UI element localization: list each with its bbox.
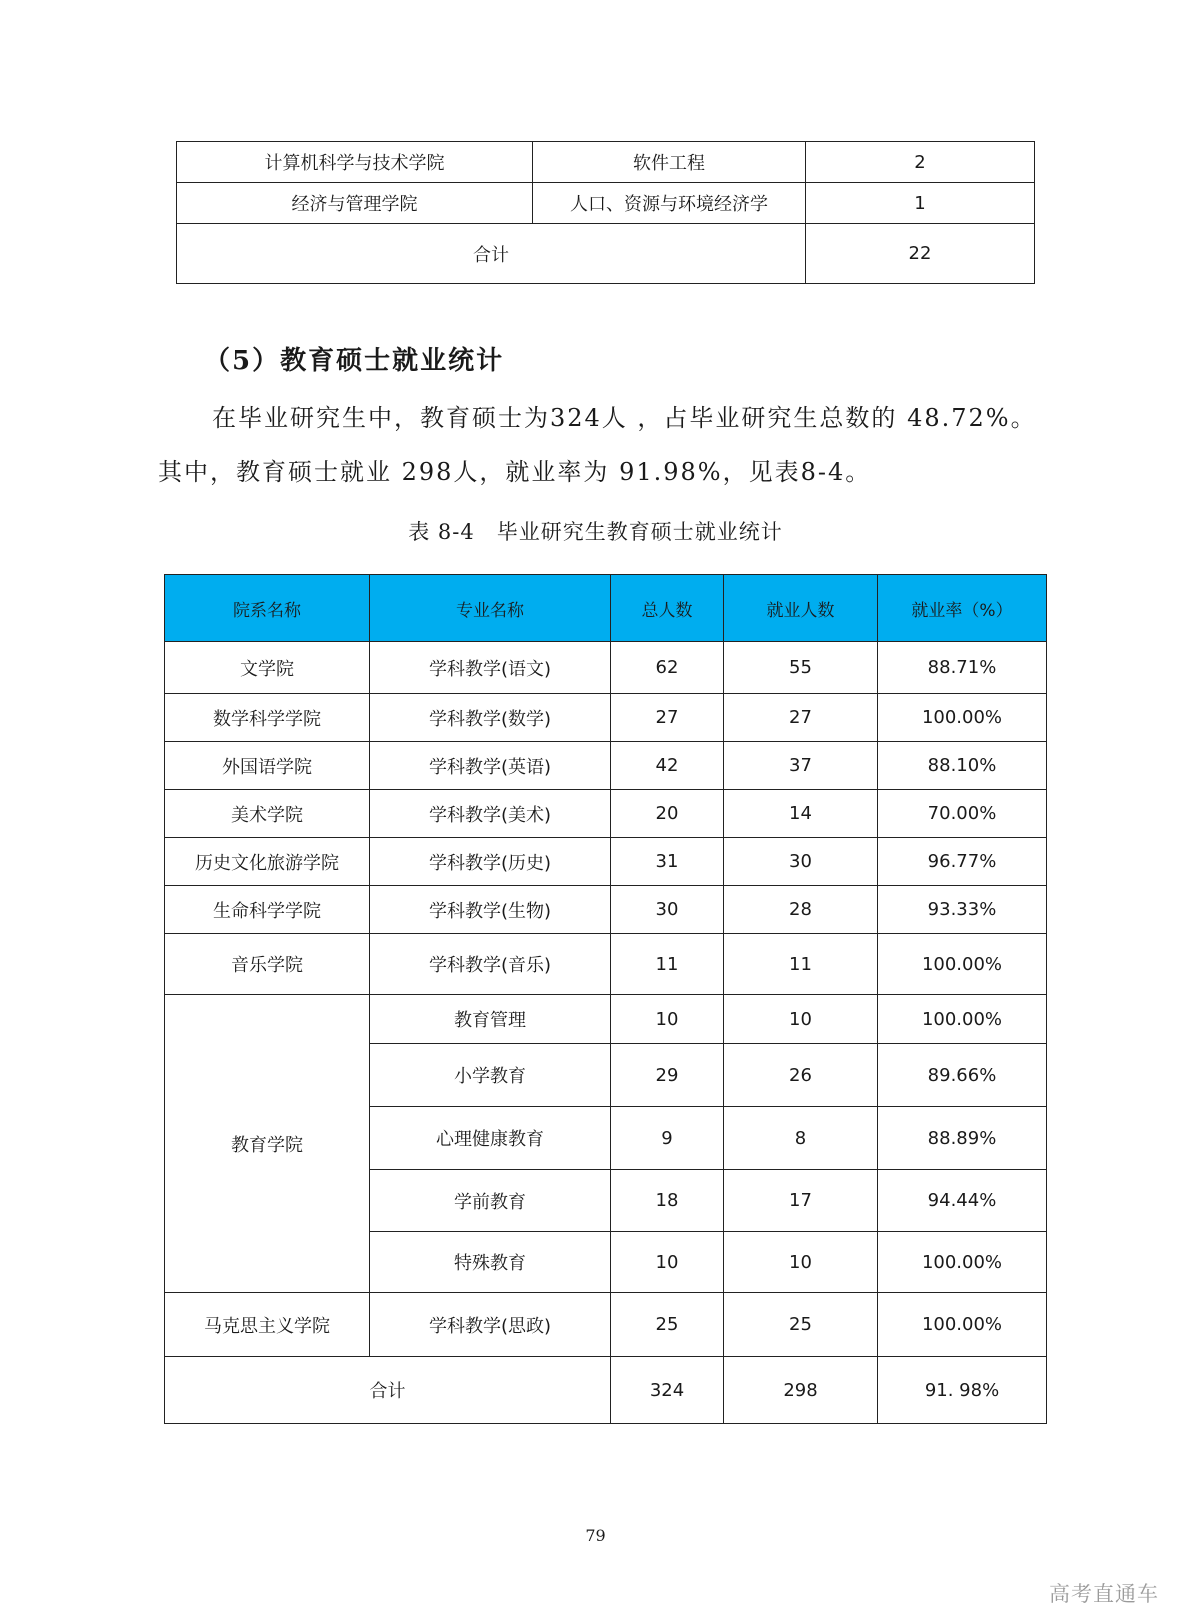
rate-cell: 93.33% bbox=[878, 886, 1047, 934]
employed-cell: 25 bbox=[724, 1293, 878, 1357]
section-title: （5）教育硕士就业统计 bbox=[204, 346, 505, 376]
rate-cell: 91. 98% bbox=[878, 1357, 1047, 1424]
education-college-cell: 教育学院 bbox=[165, 995, 370, 1293]
table-row bbox=[165, 838, 1047, 886]
employed-cell: 14 bbox=[724, 790, 878, 838]
employed-cell: 17 bbox=[724, 1170, 878, 1232]
major-cell: 学科教学(语文) bbox=[370, 642, 611, 694]
total-cell: 10 bbox=[611, 1232, 724, 1293]
major-cell: 学科教学(生物) bbox=[370, 886, 611, 934]
rate-cell: 100.00% bbox=[878, 995, 1047, 1044]
total-cell: 11 bbox=[611, 934, 724, 995]
watermark: 高考直通车 bbox=[1049, 1582, 1159, 1606]
college-cell: 马克思主义学院 bbox=[165, 1293, 370, 1357]
rate-cell: 100.00% bbox=[878, 1232, 1047, 1293]
table-caption: 表 8-4 毕业研究生教育硕士就业统计 bbox=[408, 520, 783, 544]
major-cell: 学前教育 bbox=[370, 1170, 611, 1232]
total-cell: 30 bbox=[611, 886, 724, 934]
count-cell: 1 bbox=[806, 183, 1035, 224]
employment-table bbox=[164, 574, 1047, 1424]
paragraph-line-1: 在毕业研究生中，教育硕士为324人 ，占毕业研究生总数的 48.72%。 bbox=[212, 404, 1037, 432]
employed-cell: 26 bbox=[724, 1044, 878, 1107]
table-row bbox=[165, 694, 1047, 742]
total-cell: 20 bbox=[611, 790, 724, 838]
employed-cell: 27 bbox=[724, 694, 878, 742]
total-cell: 324 bbox=[611, 1357, 724, 1424]
rate-cell: 89.66% bbox=[878, 1044, 1047, 1107]
employed-cell: 30 bbox=[724, 838, 878, 886]
college-cell: 计算机科学与技术学院 bbox=[177, 142, 533, 183]
total-cell: 25 bbox=[611, 1293, 724, 1357]
college-cell: 经济与管理学院 bbox=[177, 183, 533, 224]
rate-cell: 100.00% bbox=[878, 694, 1047, 742]
employed-cell: 8 bbox=[724, 1107, 878, 1170]
major-cell: 软件工程 bbox=[533, 142, 806, 183]
major-cell: 学科教学(历史) bbox=[370, 838, 611, 886]
table-row bbox=[165, 790, 1047, 838]
employed-cell: 10 bbox=[724, 995, 878, 1044]
college-cell: 生命科学学院 bbox=[165, 886, 370, 934]
rate-cell: 88.71% bbox=[878, 642, 1047, 694]
total-cell: 62 bbox=[611, 642, 724, 694]
page-number: 79 bbox=[585, 1526, 606, 1545]
total-label: 合计 bbox=[177, 224, 806, 284]
major-cell: 学科教学(数学) bbox=[370, 694, 611, 742]
count-cell: 2 bbox=[806, 142, 1035, 183]
rate-cell: 70.00% bbox=[878, 790, 1047, 838]
rate-cell: 96.77% bbox=[878, 838, 1047, 886]
table-row bbox=[177, 183, 1035, 224]
major-cell: 学科教学(英语) bbox=[370, 742, 611, 790]
employed-cell: 298 bbox=[724, 1357, 878, 1424]
table-row bbox=[165, 934, 1047, 995]
college-cell: 数学科学学院 bbox=[165, 694, 370, 742]
total-label: 合计 bbox=[165, 1357, 611, 1424]
total-cell: 29 bbox=[611, 1044, 724, 1107]
major-cell: 小学教育 bbox=[370, 1044, 611, 1107]
table-row bbox=[177, 142, 1035, 183]
major-cell: 学科教学(思政) bbox=[370, 1293, 611, 1357]
header-college: 院系名称 bbox=[165, 575, 370, 642]
employed-cell: 10 bbox=[724, 1232, 878, 1293]
rate-cell: 94.44% bbox=[878, 1170, 1047, 1232]
table-row bbox=[165, 995, 1047, 1044]
major-cell: 学科教学(音乐) bbox=[370, 934, 611, 995]
table-row bbox=[165, 642, 1047, 694]
table-row bbox=[165, 1293, 1047, 1357]
college-cell: 音乐学院 bbox=[165, 934, 370, 995]
college-cell: 历史文化旅游学院 bbox=[165, 838, 370, 886]
rate-cell: 100.00% bbox=[878, 934, 1047, 995]
total-cell: 42 bbox=[611, 742, 724, 790]
college-cell: 美术学院 bbox=[165, 790, 370, 838]
employed-cell: 11 bbox=[724, 934, 878, 995]
rate-cell: 88.10% bbox=[878, 742, 1047, 790]
total-cell: 10 bbox=[611, 995, 724, 1044]
major-cell: 人口、资源与环境经济学 bbox=[533, 183, 806, 224]
top-table bbox=[176, 141, 1035, 284]
employed-cell: 55 bbox=[724, 642, 878, 694]
employed-cell: 28 bbox=[724, 886, 878, 934]
total-cell: 18 bbox=[611, 1170, 724, 1232]
rate-cell: 100.00% bbox=[878, 1293, 1047, 1357]
total-cell: 31 bbox=[611, 838, 724, 886]
college-cell: 文学院 bbox=[165, 642, 370, 694]
header-total: 总人数 bbox=[611, 575, 724, 642]
header-employed: 就业人数 bbox=[724, 575, 878, 642]
table-row bbox=[165, 742, 1047, 790]
major-cell: 心理健康教育 bbox=[370, 1107, 611, 1170]
table-row bbox=[165, 886, 1047, 934]
major-cell: 学科教学(美术) bbox=[370, 790, 611, 838]
rate-cell: 88.89% bbox=[878, 1107, 1047, 1170]
total-cell: 9 bbox=[611, 1107, 724, 1170]
total-count: 22 bbox=[806, 224, 1035, 284]
paragraph-line-2: 其中，教育硕士就业 298人，就业率为 91.98%，见表8-4。 bbox=[158, 458, 872, 486]
header-row bbox=[165, 575, 1047, 642]
employed-cell: 37 bbox=[724, 742, 878, 790]
total-cell: 27 bbox=[611, 694, 724, 742]
header-rate: 就业率（%） bbox=[878, 575, 1047, 642]
header-major: 专业名称 bbox=[370, 575, 611, 642]
total-row bbox=[177, 224, 1035, 284]
major-cell: 教育管理 bbox=[370, 995, 611, 1044]
total-row bbox=[165, 1357, 1047, 1424]
major-cell: 特殊教育 bbox=[370, 1232, 611, 1293]
college-cell: 外国语学院 bbox=[165, 742, 370, 790]
